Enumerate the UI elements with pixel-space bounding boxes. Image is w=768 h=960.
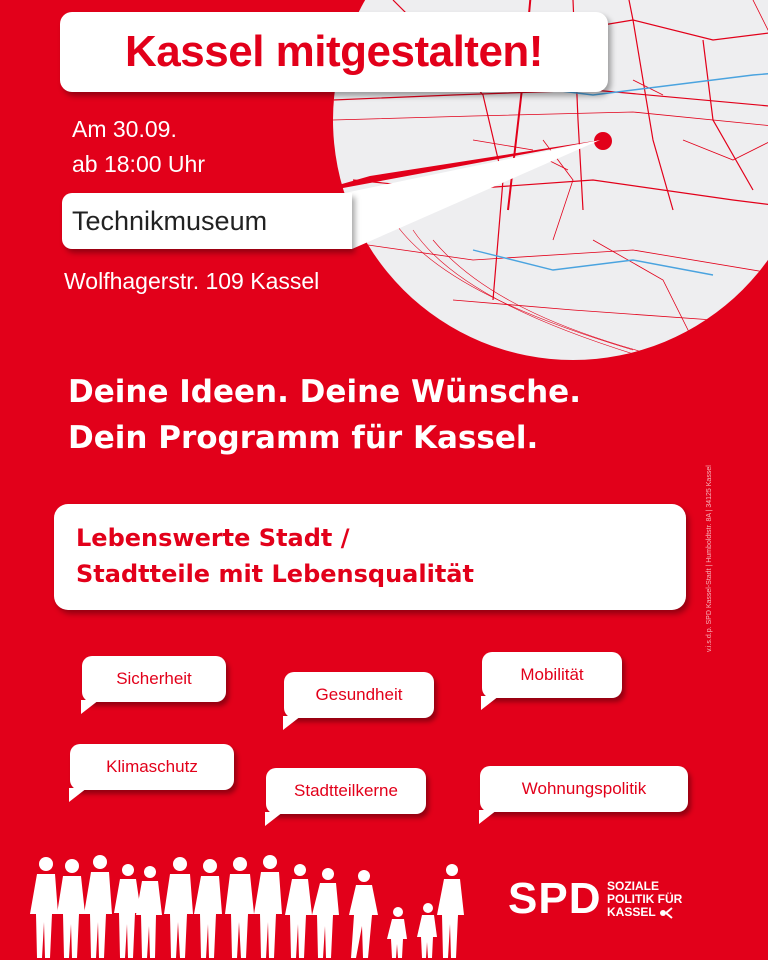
bubble-tail bbox=[283, 716, 301, 730]
topic-line-2: Stadtteile mit Lebensqualität bbox=[76, 560, 474, 588]
bubble-label: Stadtteilkerne bbox=[294, 781, 398, 800]
person-silhouette bbox=[136, 866, 162, 958]
bubble-gesundheit bbox=[284, 672, 434, 718]
bubble-tail bbox=[81, 700, 99, 714]
title-box bbox=[60, 12, 608, 92]
bubble-label: Wohnungspolitik bbox=[521, 779, 647, 798]
bubble-label: Gesundheit bbox=[315, 685, 403, 704]
venue-address: Wolfhagerstr. 109 Kassel bbox=[64, 268, 320, 294]
person-silhouette bbox=[164, 857, 193, 958]
bubble-mobilitaet bbox=[482, 652, 622, 698]
bubble-tail bbox=[481, 696, 499, 710]
slogan-line-3-text: KASSEL bbox=[607, 905, 656, 919]
topic-line-1: Lebenswerte Stadt / bbox=[76, 524, 350, 552]
headline-line-2: Dein Programm für Kassel. bbox=[68, 420, 539, 456]
rose-icon bbox=[659, 907, 673, 919]
person-silhouette bbox=[312, 868, 339, 958]
person-silhouette bbox=[285, 864, 312, 958]
bubble-tail bbox=[69, 788, 87, 802]
logo-slogan bbox=[607, 880, 682, 919]
slogan-line-3 bbox=[607, 906, 682, 919]
person-silhouette bbox=[84, 855, 112, 958]
person-silhouette bbox=[57, 859, 85, 958]
bubble-sicherheit bbox=[82, 656, 226, 702]
bubble-stadtteilkerne bbox=[266, 768, 426, 814]
bubble-label: Klimaschutz bbox=[106, 757, 198, 776]
topic-box bbox=[54, 504, 686, 610]
person-silhouette bbox=[225, 857, 254, 958]
bubble-tail bbox=[479, 810, 497, 824]
person-silhouette bbox=[194, 859, 222, 958]
bubble-wohnungspolitik bbox=[480, 766, 688, 812]
headline-line-1: Deine Ideen. Deine Wünsche. bbox=[68, 374, 581, 410]
person-silhouette bbox=[30, 857, 58, 958]
event-date: Am 30.09. bbox=[72, 116, 177, 142]
slogan-line-2: POLITIK FÜR bbox=[607, 892, 683, 906]
venue-box bbox=[62, 193, 352, 249]
imprint-text: v.i.s.d.p. SPD Kassel-Stadt | Humboldtstr. 8A | 34125 Kassel bbox=[706, 465, 713, 652]
spd-logo: SPD bbox=[508, 874, 602, 923]
bubble-label: Sicherheit bbox=[116, 669, 192, 688]
person-silhouette bbox=[254, 855, 282, 958]
venue-name: Technikmuseum bbox=[72, 205, 268, 236]
bubble-klimaschutz bbox=[70, 744, 234, 790]
bubble-label: Mobilität bbox=[520, 665, 584, 684]
person-silhouette bbox=[437, 864, 464, 958]
event-time: ab 18:00 Uhr bbox=[72, 151, 205, 177]
bubble-tail bbox=[265, 812, 283, 826]
people-silhouettes-icon bbox=[0, 850, 480, 960]
slogan-line-1: SOZIALE bbox=[607, 879, 660, 893]
person-silhouette bbox=[349, 870, 378, 958]
person-silhouette bbox=[417, 903, 437, 958]
page-title: Kassel mitgestalten! bbox=[125, 27, 543, 76]
person-silhouette bbox=[387, 907, 407, 958]
